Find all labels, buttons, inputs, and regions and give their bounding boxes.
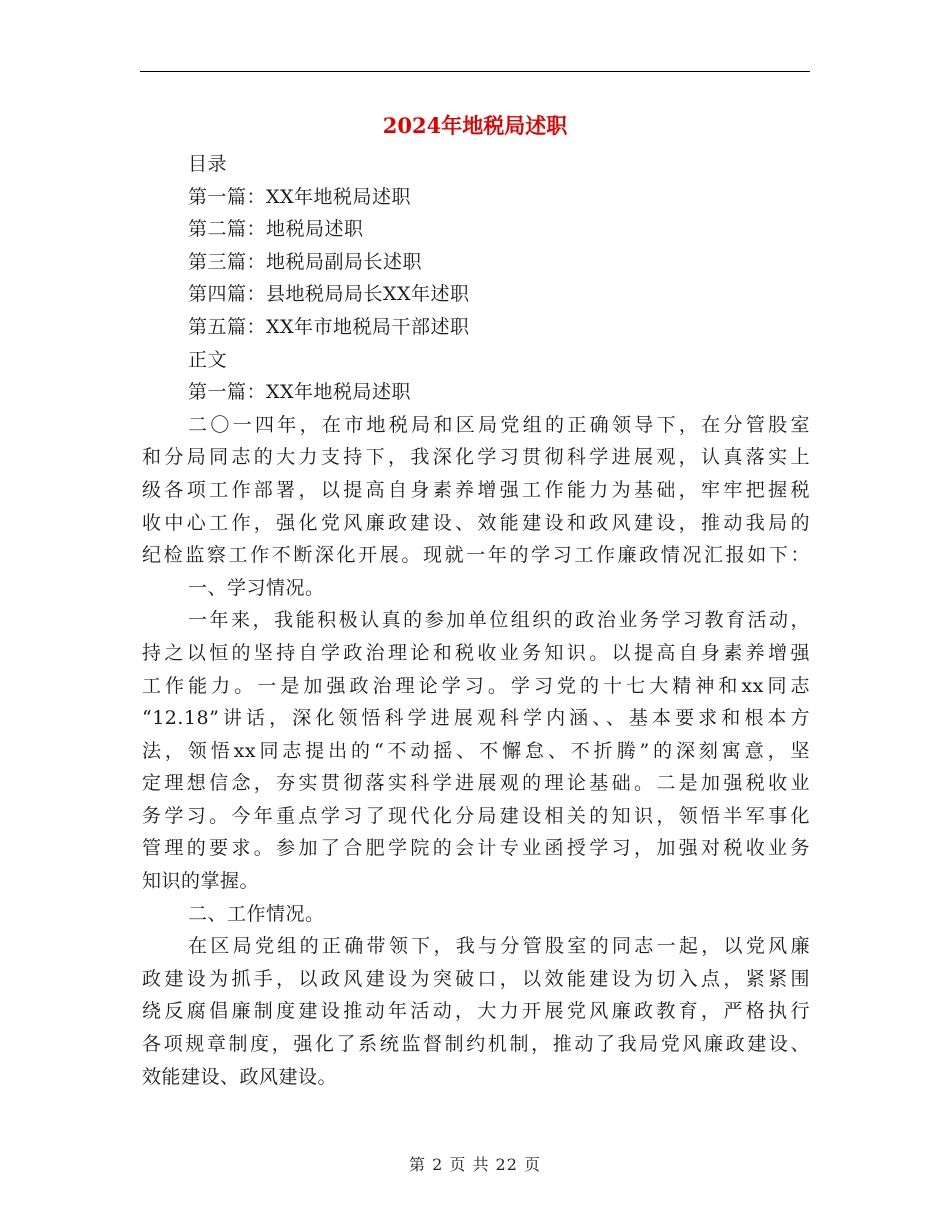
body-line: 工作能力。一是加强政治理论学习。学习党的十七大精神和xx同志 <box>142 674 810 697</box>
body-line: 政建设为抓手，以政风建设为突破口，以效能建设为切入点，紧紧围 <box>142 967 810 990</box>
body-line: 收中心工作，强化党风廉政建设、效能建设和政风建设，推动我局的 <box>142 511 810 534</box>
document-body <box>142 148 810 1093</box>
body-line: 级各项工作部署，以提高自身素养增强工作能力为基础，牢牢把握税 <box>142 478 810 501</box>
body-line: 第一篇：XX年地税局述职 <box>188 185 412 208</box>
body-line: 知识的掌握。 <box>142 870 260 893</box>
body-line: 第三篇：地税局副局长述职 <box>188 250 423 273</box>
body-line: 定理想信念，夯实贯彻落实科学进展观的理论基础。二是加强税收业 <box>142 772 810 795</box>
body-line: 目录 <box>188 153 228 175</box>
body-line: 第二篇：地税局述职 <box>188 218 364 241</box>
body-line: 一年来，我能积极认真的参加单位组织的政治业务学习教育活动， <box>188 609 810 632</box>
body-line: 在区局党组的正确带领下，我与分管股室的同志一起，以党风廉 <box>188 935 810 958</box>
body-line: 二、工作情况。 <box>188 902 325 925</box>
body-line: 法，领悟xx同志提出的“不动摇、不懈怠、不折腾”的深刻寓意，坚 <box>142 739 810 762</box>
page-footer: 第 2 页 共 22 页 <box>409 1155 541 1174</box>
body-line: 效能建设、政风建设。 <box>142 1065 338 1088</box>
body-line: 第五篇：XX年市地税局干部述职 <box>188 315 470 338</box>
body-line: 第一篇：XX年地税局述职 <box>188 381 412 404</box>
body-line: 第四篇：县地税局局长XX年述职 <box>188 283 470 306</box>
body-line: 绕反腐倡廉制度建设推动年活动，大力开展党风廉政教育，严格执行 <box>142 1000 810 1023</box>
body-line: 管理的要求。参加了合肥学院的会计专业函授学习，加强对税收业务 <box>142 837 810 860</box>
header-rule <box>140 71 810 72</box>
body-line: 二〇一四年，在市地税局和区局党组的正确领导下，在分管股室 <box>188 413 810 436</box>
body-line: 和分局同志的大力支持下，我深化学习贯彻科学进展观，认真落实上 <box>142 446 810 469</box>
body-line: “12.18”讲话，深化领悟科学进展观科学内涵、、基本要求和根本方 <box>142 707 810 730</box>
document-title: 2024年地税局述职 <box>382 113 568 138</box>
body-line: 正文 <box>188 348 228 371</box>
body-line: 纪检监察工作不断深化开展。现就一年的学习工作廉政情况汇报如下： <box>142 544 810 567</box>
body-line: 持之以恒的坚持自学政治理论和税收业务知识。以提高自身素养增强 <box>142 641 810 664</box>
body-line: 各项规章制度，强化了系统监督制约机制，推动了我局党风廉政建设、 <box>142 1033 810 1056</box>
body-line: 一、学习情况。 <box>188 576 325 599</box>
body-line: 务学习。今年重点学习了现代化分局建设相关的知识，领悟半军事化 <box>142 804 810 827</box>
